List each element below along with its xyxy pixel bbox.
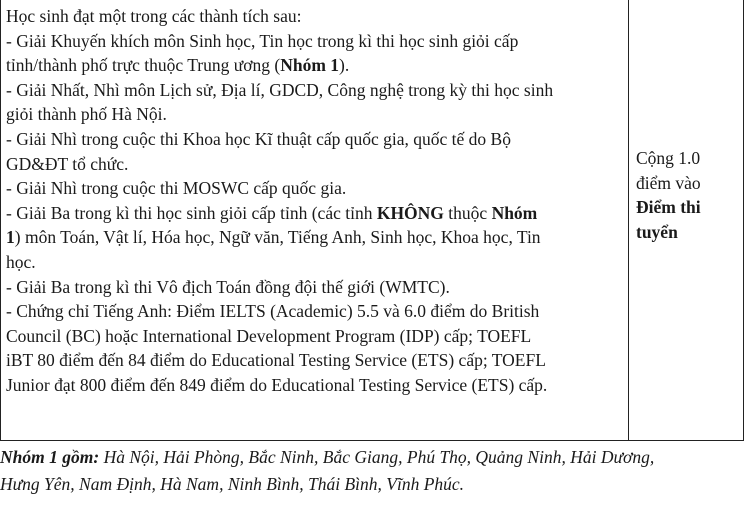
achievement-item-1 (6, 29, 626, 54)
bonus-line-3 (636, 195, 740, 220)
achievement-item-3-cont: GD&ĐT tổ chức. (6, 153, 129, 174)
achievements-cell (6, 4, 626, 398)
line-text: ) môn Toán, Vật lí, Hóa học, Ngữ văn, Tiếng Anh, Sinh học, Khoa học, Tin (14, 227, 541, 248)
note-label: Nhóm 1 gồm: (0, 447, 100, 467)
line-text: tỉnh/thành phố trực thuộc Trung ương ( (6, 55, 281, 76)
group-1-emphasis: Nhóm 1 (280, 55, 340, 76)
group-1-note (0, 444, 748, 498)
achievement-item-5 (6, 201, 626, 226)
bonus-line-4 (636, 220, 740, 245)
exam-score-label-cont: tuyển (636, 221, 678, 242)
achievement-item-2-cont: giỏi thành phố Hà Nội. (6, 104, 167, 125)
table-column-divider (628, 0, 629, 440)
achievement-item-5-cont2: học. (6, 251, 36, 272)
exam-score-label: Điểm thi (636, 197, 701, 218)
line-text: thuộc (443, 202, 492, 223)
achievements-intro: Học sinh đạt một trong các thành tích sau: (6, 6, 302, 26)
achievement-item-7-cont3: Junior đạt 800 điểm đến 849 điểm do Educational Testing Service (ETS) cấp. (6, 374, 548, 395)
achievement-item-7-cont: Council (BC) hoặc International Development Program (IDP) cấp; TOEFL (6, 325, 532, 346)
achievement-item-2: - Giải Nhất, Nhì môn Lịch sử, Địa lí, GDCD, Công nghệ trong kỳ thi học sinh (6, 79, 554, 100)
table-border-right (743, 0, 744, 440)
table-border-left (0, 0, 1, 440)
line-text: - Giải Ba trong kì thi học sinh giỏi cấp tỉnh (các tỉnh (6, 202, 377, 223)
bonus-points-cell (636, 146, 740, 244)
khong-emphasis: KHÔNG (376, 202, 444, 223)
nhom-emphasis: Nhóm (491, 202, 538, 223)
achievement-item-7: - Chứng chỉ Tiếng Anh: Điểm IELTS (Academic) 5.5 và 6.0 điểm do British (6, 301, 540, 322)
note-text: Hà Nội, Hải Phòng, Bắc Ninh, Bắc Giang, Phú Thọ, Quảng Ninh, Hải Dương, (99, 447, 655, 467)
bonus-line-1: Cộng 1.0 (636, 148, 701, 168)
line-text: - Giải Khuyến khích môn Sinh học, Tin học trong kì thi học sinh giỏi cấp (6, 30, 519, 51)
group-number-emphasis: 1 (6, 227, 15, 248)
achievement-item-5-cont (6, 225, 626, 250)
bonus-line-2: điểm vào (636, 172, 701, 193)
achievement-item-3: - Giải Nhì trong cuộc thi Khoa học Kĩ thuật cấp quốc gia, quốc tế do Bộ (6, 128, 511, 149)
achievement-item-7-cont2: iBT 80 điểm đến 84 điểm do Educational Testing Service (ETS) cấp; TOEFL (6, 350, 546, 371)
achievement-item-4: - Giải Nhì trong cuộc thi MOSWC cấp quốc gia. (6, 178, 347, 199)
line-text: ). (339, 55, 350, 76)
achievement-item-6: - Giải Ba trong kì thi Vô địch Toán đồng đội thế giới (WMTC). (6, 276, 450, 297)
achievement-item-1-cont (6, 53, 626, 78)
note-line-2: Hưng Yên, Nam Định, Hà Nam, Ninh Bình, Thái Bình, Vĩnh Phúc. (0, 474, 465, 494)
note-line-1 (0, 444, 748, 471)
